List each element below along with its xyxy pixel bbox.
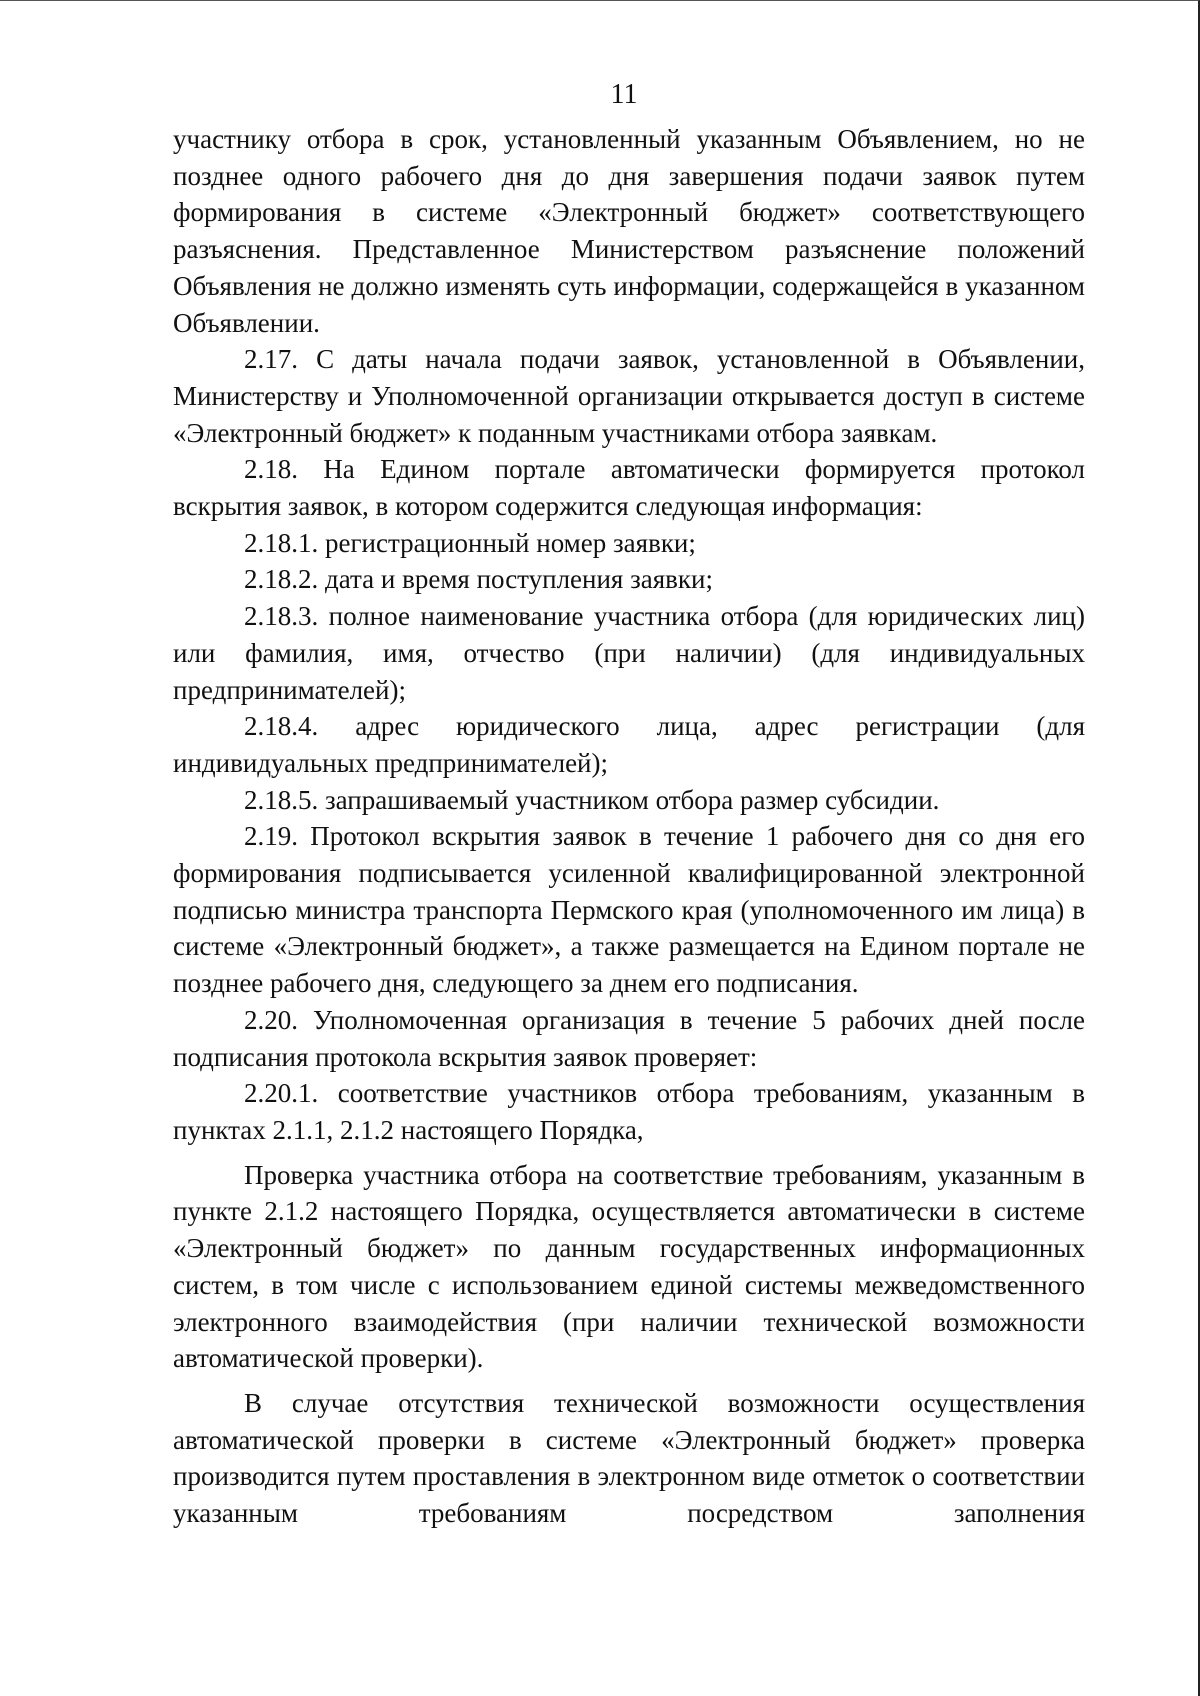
paragraph-2-18-5: 2.18.5. запрашиваемый участником отбора размер субсидии.: [244, 784, 940, 815]
paragraph-continuation: участнику отбора в срок, установленный указанным Объявлением, но не позднее одного рабочего дня до дня завершения подачи заявок путем формирования в системе «Электронный бюджет» соответствующего разъяснения. Представленное Министерством разъяснение положений Объявления не должно изменять суть информации, содержащейся в указанном Объявлении.: [173, 124, 1085, 338]
page-number: 11: [610, 79, 638, 110]
paragraph-verification: Проверка участника отбора на соответствие требованиям, указанным в пункте 2.1.2 настоящего Порядка, осуществляется автоматически в системе «Электронный бюджет» по данным государственных информационных систем, в том числе с использованием единой системы межведомственного электронного взаимодействия (при наличии технической возможности автоматической проверки).: [173, 1159, 1085, 1374]
paragraph-2-18-2: 2.18.2. дата и время поступления заявки;: [244, 564, 713, 595]
paragraph-2-18-3: 2.18.3. полное наименование участника отбора (для юридических лиц) или фамилия, имя, отчество (при наличии) (для индивидуальных предпринимателей);: [173, 601, 1085, 705]
document-body: [173, 121, 1085, 1532]
paragraph-2-17: 2.17. С даты начала подачи заявок, установленной в Объявлении, Министерству и Уполномоченной организации открывается доступ в системе «Электронный бюджет» к поданным участниками отбора заявкам.: [173, 344, 1085, 448]
paragraph-2-20-1: 2.20.1. соответствие участников отбора требованиям, указанным в пунктах 2.1.1, 2.1.2 настоящего Порядка,: [173, 1078, 1085, 1145]
paragraph-no-automatic-check: В случае отсутствия технической возможности осуществления автоматической проверки в системе «Электронный бюджет» проверка производится путем проставления в электронном виде отметок о соответствии указанным требованиям посредством заполнения: [173, 1387, 1085, 1529]
paragraph-2-19: 2.19. Протокол вскрытия заявок в течение 1 рабочего дня со дня его формирования подписывается усиленной квалифицированной электронной подписью министра транспорта Пермского края (уполномоченного им лица) в системе «Электронный бюджет», а также размещается на Едином портале не позднее рабочего дня, следующего за днем его подписания.: [173, 821, 1085, 999]
paragraph-2-18-4: 2.18.4. адрес юридического лица, адрес регистрации (для индивидуальных предпринимателей);: [173, 711, 1085, 778]
paragraph-2-20: 2.20. Уполномоченная организация в течение 5 рабочих дней после подписания протокола вскрытия заявок проверяет:: [173, 1004, 1085, 1072]
paragraph-2-18: 2.18. На Едином портале автоматически формируется протокол вскрытия заявок, в котором содержится следующая информация:: [173, 454, 1085, 522]
paragraph-2-18-1: 2.18.1. регистрационный номер заявки;: [244, 527, 696, 558]
